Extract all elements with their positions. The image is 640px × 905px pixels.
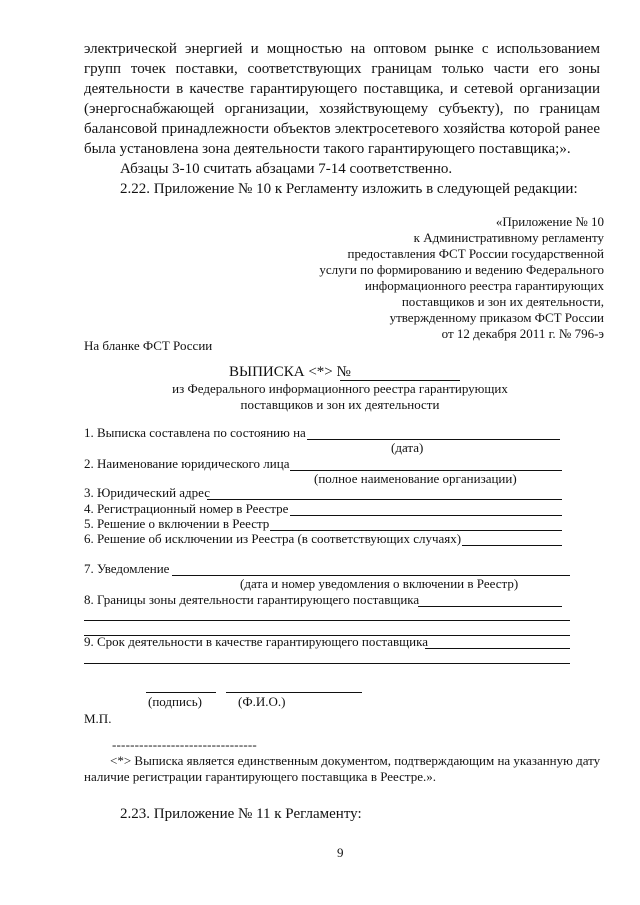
intro-line: (энергоснабжающей организации, хозяйствующему субъекту), по границам (84, 101, 600, 117)
field-2-hint: (полное наименование организации) (314, 471, 517, 486)
appendix-header-line: к Административному регламенту (413, 230, 604, 245)
appendix-header-line: «Приложение № 10 (495, 214, 604, 229)
intro-line: групп точек поставки, соответствующих границам только части его зоны (84, 61, 600, 77)
field-1-line[interactable] (307, 439, 560, 440)
field-9-line[interactable] (425, 648, 570, 649)
appendix-header-line: от 12 декабря 2011 г. № 796-э (441, 326, 604, 341)
extract-subtitle-2: поставщиков и зон их деятельности (240, 397, 440, 412)
extract-title: ВЫПИСКА <*> № (229, 364, 351, 380)
field-9-extra-line[interactable] (84, 663, 570, 664)
field-6-line[interactable] (462, 545, 562, 546)
appendix-header-line: утвержденному приказом ФСТ России (389, 310, 604, 325)
intro-line: была установлена зона деятельности такого гарантирующего поставщика;». (84, 141, 571, 157)
field-6-label: 6. Решение об исключении из Реестра (в соответствующих случаях) (84, 531, 462, 546)
field-7-label: 7. Уведомление (84, 561, 170, 576)
intro-line: деятельности в качестве гарантирующего поставщика, и сетевой организации (84, 81, 600, 97)
field-2-label: 2. Наименование юридического лица (84, 456, 290, 471)
appendix-header-line: предоставления ФСТ России государственной (347, 246, 604, 261)
intro-line: балансовой принадлежности объектов электросетевого хозяйства которой ранее (84, 121, 600, 137)
field-5-label: 5. Решение о включении в Реестр (84, 516, 270, 531)
fio-line[interactable] (226, 692, 362, 693)
footnote-line: наличие регистрации гарантирующего поставщика в Реестре.». (84, 769, 437, 784)
footnote-line: <*> Выписка является единственным документом, подтверждающим на указанную дату (110, 753, 601, 768)
signature-line[interactable] (146, 692, 216, 693)
item-2-22: 2.22. Приложение № 10 к Регламенту изложить в следующей редакции: (120, 181, 578, 197)
field-4-label: 4. Регистрационный номер в Реестре (84, 501, 289, 516)
page-number: 9 (337, 845, 344, 860)
field-1-hint: (дата) (391, 440, 424, 455)
field-3-label: 3. Юридический адрес (84, 485, 211, 500)
field-8-line[interactable] (418, 606, 562, 607)
appendix-header-line: услуги по формированию и ведению Федерального (319, 262, 604, 277)
abzatsy-paragraph: Абзацы 3-10 считать абзацами 7-14 соответственно. (120, 161, 453, 177)
intro-line: электрической энергией и мощностью на оптовом рынке с использованием (84, 41, 600, 57)
footnote-separator: -------------------------------- (112, 737, 257, 752)
field-1-label: 1. Выписка составлена по состоянию на (84, 425, 306, 440)
appendix-header-line: информационного реестра гарантирующих (364, 278, 604, 293)
field-7-hint: (дата и номер уведомления о включении в Реестр) (240, 576, 519, 591)
fio-hint: (Ф.И.О.) (238, 694, 286, 709)
field-9-label: 9. Срок деятельности в качестве гарантирующего поставщика (84, 634, 429, 649)
signature-hint: (подпись) (148, 694, 202, 709)
stamp-place: М.П. (84, 711, 112, 726)
field-4-line[interactable] (290, 515, 562, 516)
item-2-23: 2.23. Приложение № 11 к Регламенту: (120, 806, 362, 822)
appendix-header-line: поставщиков и зон их деятельности, (401, 294, 604, 309)
field-8-extra-line[interactable] (84, 620, 570, 621)
field-3-line[interactable] (207, 499, 562, 500)
field-8-label: 8. Границы зоны деятельности гарантирующего поставщика (84, 592, 420, 607)
extract-subtitle-1: из Федерального информационного реестра гарантирующих (172, 381, 508, 396)
blank-note: На бланке ФСТ России (84, 338, 213, 353)
